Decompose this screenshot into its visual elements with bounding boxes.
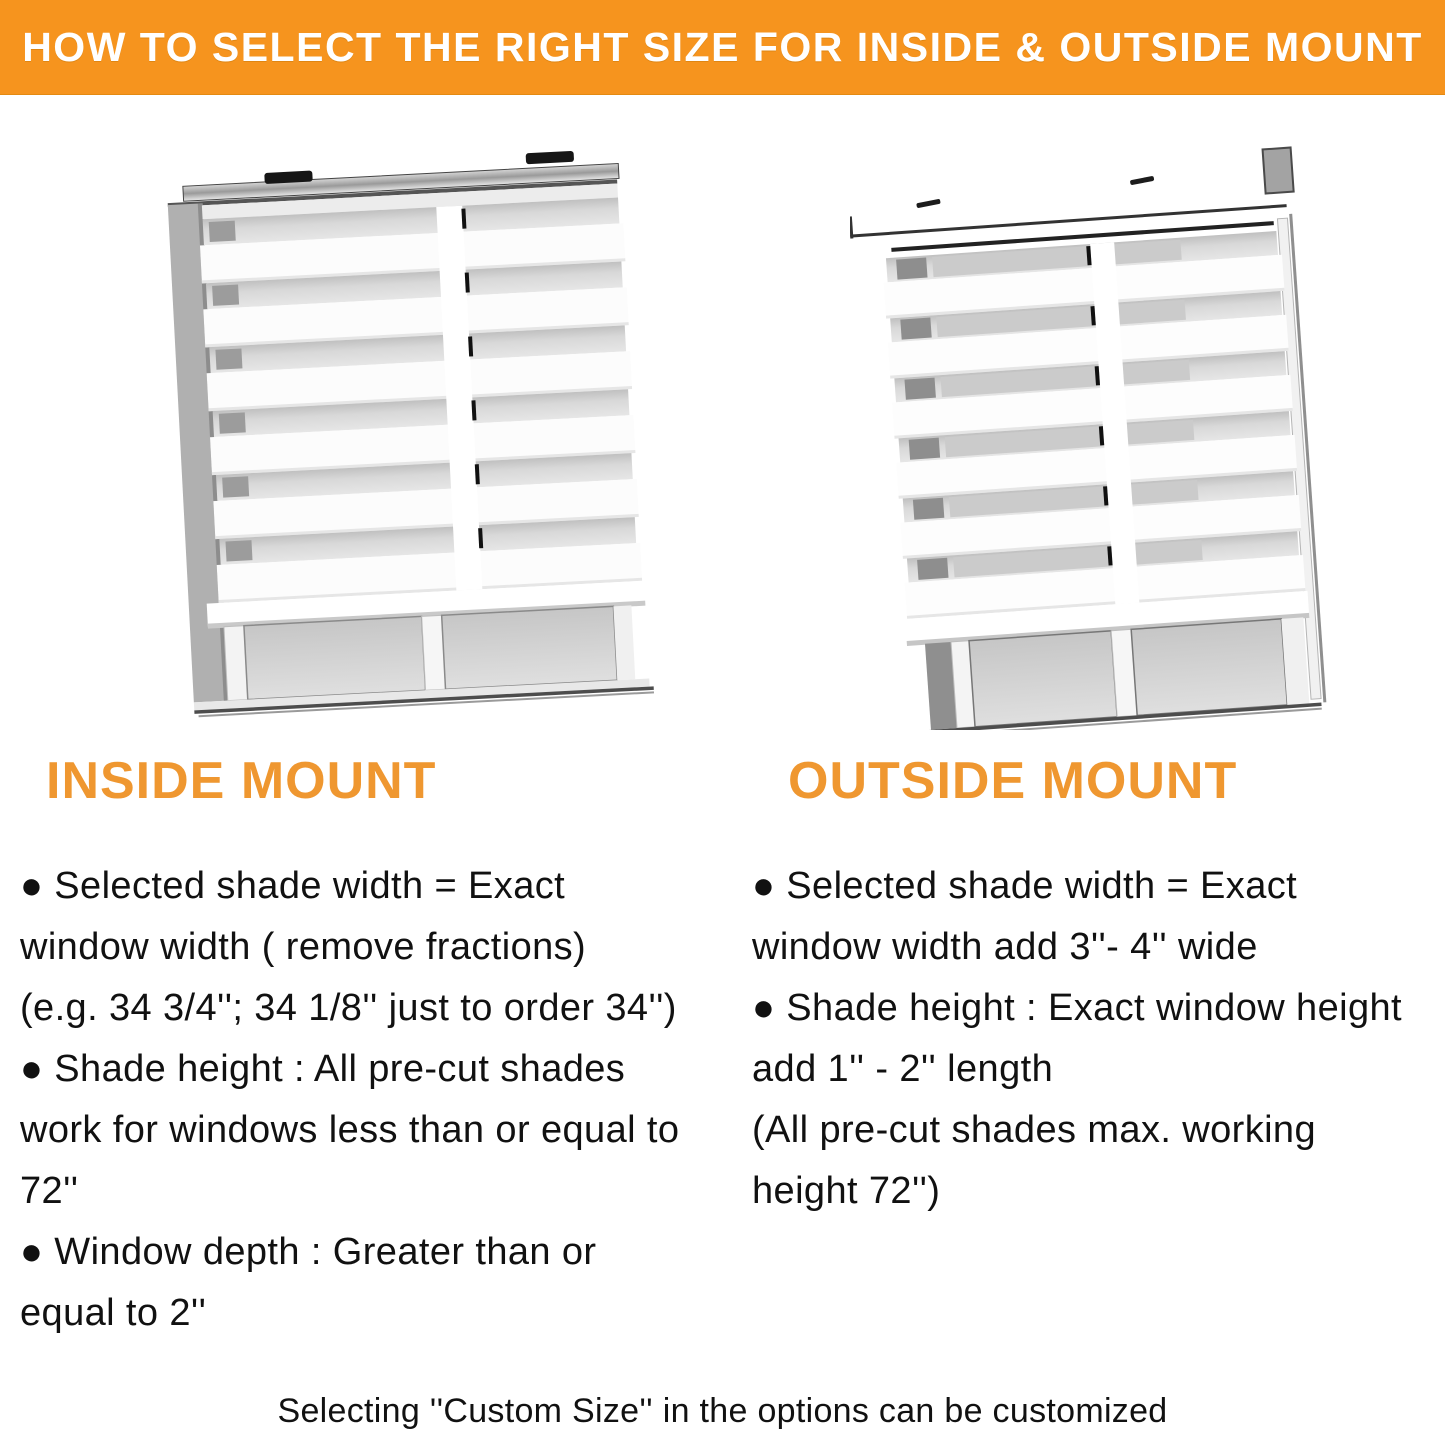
header-banner bbox=[0, 0, 1445, 95]
zebra-shade bbox=[882, 231, 1306, 619]
text-line: window width ( remove fractions) bbox=[20, 926, 587, 968]
inside-mount-window-icon bbox=[150, 146, 660, 718]
text-line: (e.g. 34 3/4''; 34 1/8'' just to order 34'') bbox=[20, 987, 677, 1029]
text-line: ● Window depth : Greater than or bbox=[20, 1231, 597, 1273]
text-line: ● Shade height : All pre-cut shades bbox=[20, 1048, 626, 1090]
outside-mount-illustration bbox=[850, 128, 1332, 730]
mount-bracket bbox=[1263, 148, 1294, 194]
text-line: ● Selected shade width = Exact bbox=[20, 865, 566, 907]
outside-mount-window-icon bbox=[850, 128, 1332, 730]
inside-mount-illustration bbox=[150, 146, 660, 718]
text-line: height 72'') bbox=[752, 1170, 941, 1212]
text-line: window width add 3''- 4'' wide bbox=[752, 926, 1258, 968]
outside-mount-heading: OUTSIDE MOUNT bbox=[788, 752, 1238, 810]
inside-mount-window-group bbox=[166, 148, 654, 717]
text-line: 72'' bbox=[20, 1170, 79, 1212]
inside-mount-section bbox=[20, 752, 720, 1344]
text-line: add 1'' - 2'' length bbox=[752, 1048, 1054, 1090]
text-line: (All pre-cut shades max. working bbox=[752, 1109, 1317, 1151]
outside-mount-text bbox=[752, 856, 1445, 1222]
outside-mount-section bbox=[752, 752, 1445, 1222]
custom-size-note: Selecting ''Custom Size'' in the options can be customized bbox=[277, 1392, 1168, 1430]
footer-note bbox=[0, 1392, 1445, 1431]
text-line: ● Shade height : Exact window height bbox=[752, 987, 1402, 1029]
inside-mount-heading: INSIDE MOUNT bbox=[46, 752, 437, 810]
text-line: equal to 2'' bbox=[20, 1292, 207, 1334]
text-line: ● Selected shade width = Exact bbox=[752, 865, 1298, 907]
text-line: work for windows less than or equal to bbox=[20, 1109, 680, 1151]
inside-mount-text bbox=[20, 856, 720, 1344]
banner-title: HOW TO SELECT THE RIGHT SIZE FOR INSIDE & OUTSIDE MOUNT bbox=[22, 23, 1423, 70]
outside-mount-window-group bbox=[850, 148, 1330, 730]
zebra-shade bbox=[199, 197, 643, 603]
